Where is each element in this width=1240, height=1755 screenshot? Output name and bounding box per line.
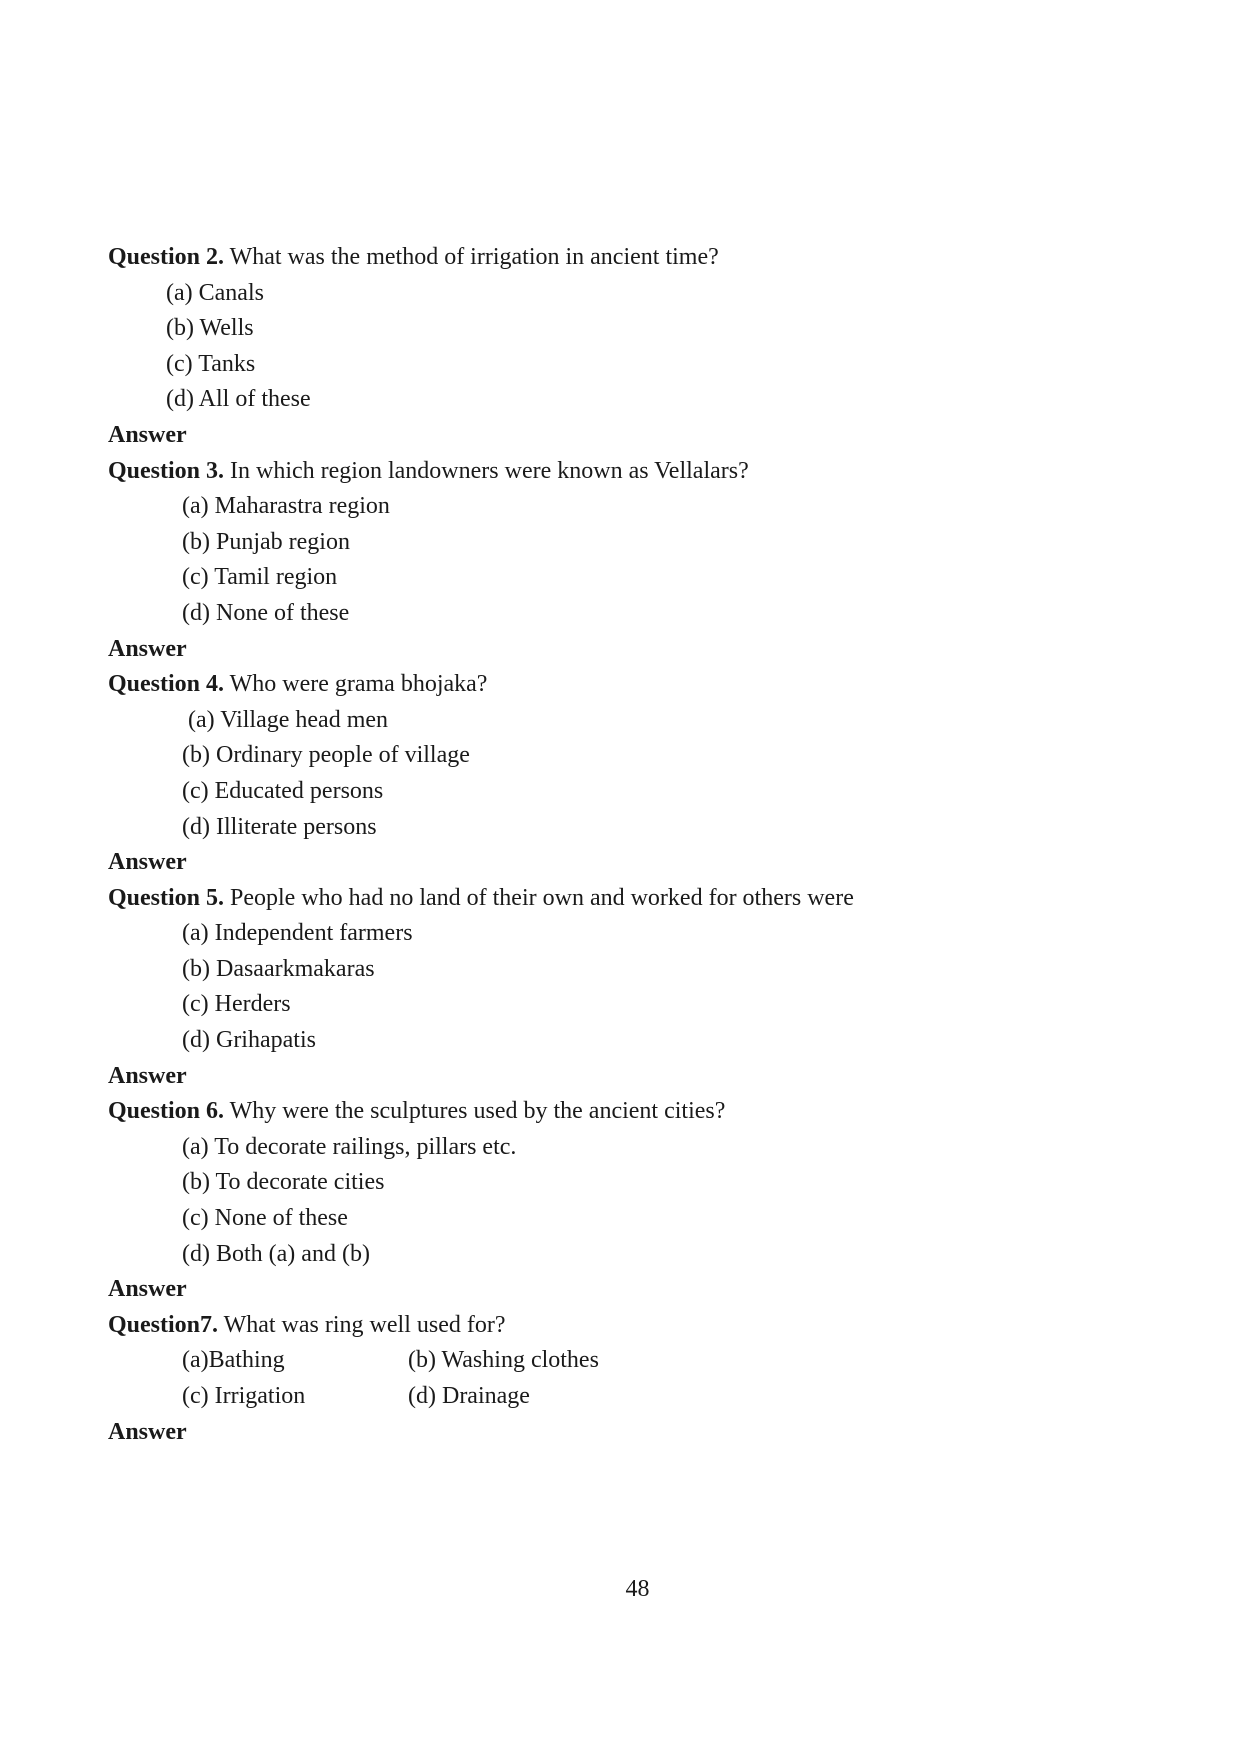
option-c: (c) Herders	[182, 991, 291, 1018]
option-b: (b) Punjab region	[182, 528, 350, 555]
question-7	[108, 1308, 1138, 1344]
page-number: 48	[625, 1576, 650, 1602]
question-label: Question 6.	[108, 1098, 225, 1125]
option-a: (a)Bathing	[182, 1347, 285, 1374]
option-b: (b) Washing clothes	[408, 1347, 599, 1374]
question-text: What was ring well used for?	[218, 1311, 506, 1338]
option-c: (c) None of these	[182, 1205, 348, 1232]
option-c: (c) Educated persons	[182, 777, 384, 804]
answer-label: Answer	[108, 1418, 187, 1445]
option-d: (d) Illiterate persons	[182, 813, 377, 840]
option-d: (d) Grihapatis	[182, 1027, 316, 1054]
answer-label: Answer	[108, 635, 187, 662]
question-label: Question 2.	[108, 244, 225, 270]
answer-label: Answer	[108, 1276, 187, 1303]
question-text: Who were grama bhojaka?	[224, 671, 488, 698]
question-text: What was the method of irrigation in ancient time?	[224, 244, 719, 270]
question-text: People who had no land of their own and worked for others were	[224, 884, 854, 911]
question-label: Question7.	[108, 1311, 219, 1338]
option-a: (a) Village head men	[182, 706, 389, 733]
answer-label: Answer	[108, 1062, 187, 1089]
option-c: (c) Tanks	[166, 350, 256, 377]
option-row	[108, 1343, 1138, 1379]
option-a: (a) Maharastra region	[182, 493, 390, 520]
option-d: (d) None of these	[182, 599, 350, 626]
option-a: (a) Independent farmers	[182, 920, 413, 947]
answer-label: Answer	[108, 849, 187, 876]
question-6	[108, 1094, 1138, 1130]
option-b: (b) To decorate cities	[182, 1169, 385, 1196]
question-4	[108, 667, 1138, 703]
question-label: Question 5.	[108, 884, 225, 911]
question-label: Question 3.	[108, 457, 225, 484]
option-d: (d) All of these	[166, 386, 311, 413]
question-text: In which region landowners were known as Vellalars?	[224, 457, 749, 484]
question-3	[108, 454, 1138, 490]
option-d: (d) Both (a) and (b)	[182, 1240, 370, 1267]
question-2	[108, 240, 1138, 276]
question-5	[108, 881, 1138, 917]
option-b: (b) Ordinary people of village	[182, 742, 470, 769]
option-a: (a) To decorate railings, pillars etc.	[182, 1133, 517, 1160]
option-a: (a) Canals	[166, 279, 264, 306]
document-body	[108, 240, 1138, 1450]
answer-label: Answer	[108, 421, 187, 448]
option-c: (c) Tamil region	[182, 564, 338, 591]
option-b: (b) Wells	[166, 315, 254, 342]
option-row	[108, 1379, 1138, 1415]
question-label: Question 4.	[108, 671, 225, 698]
option-c: (c) Irrigation	[182, 1383, 306, 1409]
question-text: Why were the sculptures used by the ancient cities?	[224, 1098, 726, 1125]
option-b: (b) Dasaarkmakaras	[182, 955, 375, 982]
option-d: (d) Drainage	[408, 1383, 530, 1409]
